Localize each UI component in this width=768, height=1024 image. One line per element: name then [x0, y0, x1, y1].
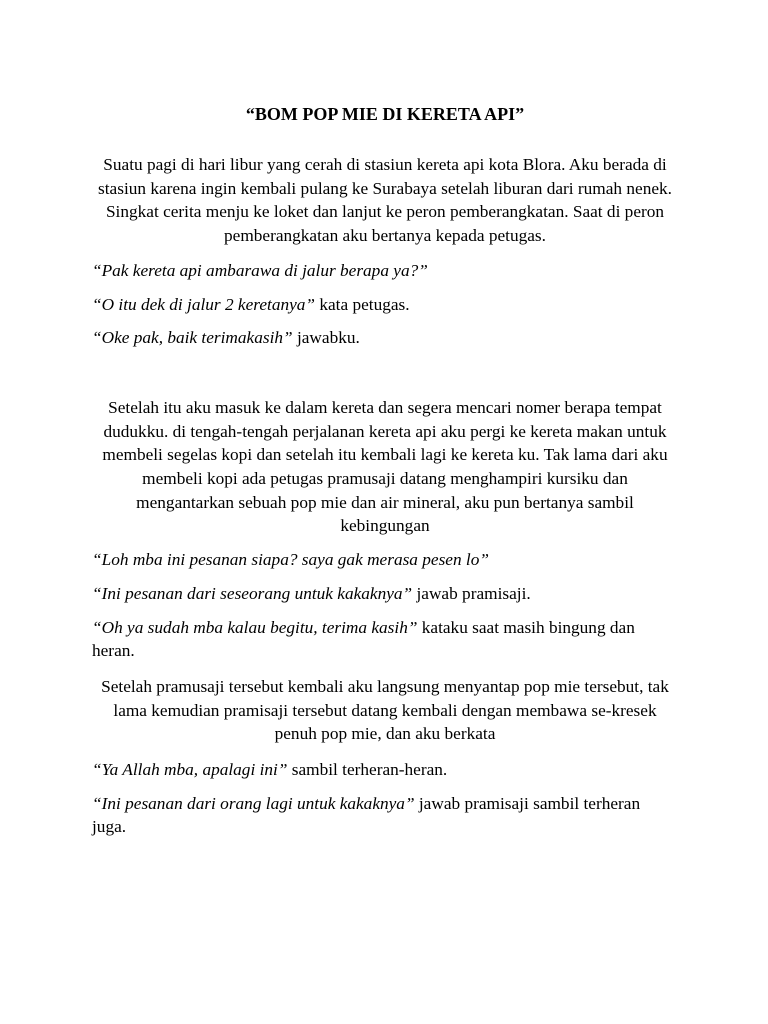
dialogue-line: [92, 582, 678, 606]
dialogue-line: [92, 326, 678, 350]
paragraph-train-journey: Setelah itu aku masuk ke dalam kereta dan segera mencari nomer berapa tempat dudukku. di tengah-tengah perjalanan kereta api aku pergi ke kereta makan untuk membeli segelas kopi dan setelah itu kembali lagi ke kereta ku. Tak lama dari aku membeli kopi ada petugas pramusaji datang menghampiri kursiku dan mengantarkan sebuah pop mie dan air mineral, aku pun bertanya sambil kebingungan: [102, 397, 668, 536]
dialogue-line: [92, 758, 678, 782]
dialogue-line: [92, 792, 678, 839]
dialogue-tail: jawab pramisaji sambil terheran juga.: [92, 793, 641, 837]
document-page: [92, 102, 678, 839]
dialogue-quote: “Oh ya sudah mba kalau begitu, terima kasih”: [92, 617, 418, 637]
dialogue-tail: kataku saat masih bingung dan heran.: [92, 617, 635, 661]
dialogue-tail: jawab pramisaji.: [412, 583, 531, 603]
document-title: “BOM POP MIE DI KERETA API”: [245, 104, 525, 124]
dialogue-line: [92, 293, 678, 317]
dialogue-tail: kata petugas.: [315, 294, 410, 314]
dialogue-line: [92, 259, 678, 283]
dialogue-quote: “Ya Allah mba, apalagi ini”: [92, 760, 288, 780]
dialogue-tail: jawabku.: [292, 328, 360, 348]
dialogue-quote: “Oke pak, baik terimakasih”: [92, 328, 293, 348]
dialogue-tail: sambil terheran-heran.: [287, 760, 448, 780]
dialogue-quote: “Ini pesanan dari orang lagi untuk kakaknya”: [92, 793, 415, 813]
dialogue-line: [92, 548, 678, 572]
paragraph-opening: Suatu pagi di hari libur yang cerah di stasiun kereta api kota Blora. Aku berada di stasiun karena ingin kembali pulang ke Surabaya setelah liburan dari rumah nenek. Singkat cerita menju ke loket dan lanjut ke peron pemberangkatan. Saat di peron pemberangkatan aku bertanya kepada petugas.: [98, 155, 672, 246]
dialogue-quote: “Ini pesanan dari seseorang untuk kakaknya”: [92, 583, 413, 603]
dialogue-line: [92, 616, 678, 663]
paragraph-pop-mie: Setelah pramusaji tersebut kembali aku langsung menyantap pop mie tersebut, tak lama kemudian pramisaji tersebut datang kembali dengan membawa se-kresek penuh pop mie, dan aku berkata: [101, 676, 669, 744]
dialogue-quote: “Loh mba ini pesanan siapa? saya gak merasa pesen lo”: [92, 550, 489, 570]
dialogue-quote: “O itu dek di jalur 2 keretanya”: [92, 294, 316, 314]
dialogue-quote: “Pak kereta api ambarawa di jalur berapa ya?”: [92, 260, 428, 280]
